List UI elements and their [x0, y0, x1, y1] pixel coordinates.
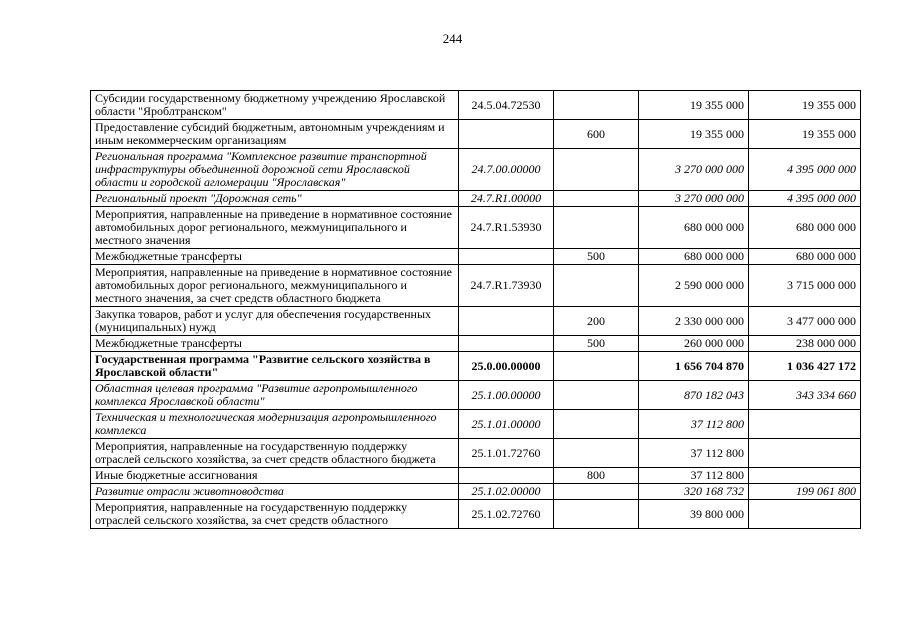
row-amount-year2-cell: 680 000 000 [749, 249, 861, 265]
row-amount-year1-cell: 320 168 732 [639, 484, 749, 500]
row-amount-year1-cell: 2 590 000 000 [639, 265, 749, 307]
row-name-cell: Межбюджетные трансферты [91, 336, 459, 352]
row-amount-year1-cell: 1 656 704 870 [639, 352, 749, 381]
row-expense-type-cell [554, 207, 639, 249]
row-code-cell [459, 468, 554, 484]
row-expense-type-cell [554, 149, 639, 191]
table-row [91, 191, 861, 207]
row-amount-year1-cell: 19 355 000 [639, 91, 749, 120]
row-expense-type-cell: 600 [554, 120, 639, 149]
table-row [91, 352, 861, 381]
budget-table-body [91, 91, 861, 529]
row-amount-year1-cell: 870 182 043 [639, 381, 749, 410]
row-code-cell: 24.7.R1.00000 [459, 191, 554, 207]
row-expense-type-cell: 800 [554, 468, 639, 484]
row-amount-year2-cell: 4 395 000 000 [749, 191, 861, 207]
row-amount-year1-cell: 680 000 000 [639, 249, 749, 265]
row-code-cell: 25.0.00.00000 [459, 352, 554, 381]
row-amount-year1-cell: 2 330 000 000 [639, 307, 749, 336]
row-amount-year2-cell [749, 439, 861, 468]
row-amount-year2-cell: 199 061 800 [749, 484, 861, 500]
page-number: 244 [442, 31, 463, 46]
row-amount-year1-cell: 37 112 800 [639, 439, 749, 468]
row-name-cell: Межбюджетные трансферты [91, 249, 459, 265]
table-row [91, 336, 861, 352]
row-amount-year2-cell: 3 715 000 000 [749, 265, 861, 307]
table-row [91, 207, 861, 249]
row-expense-type-cell [554, 191, 639, 207]
row-code-cell: 24.7.R1.53930 [459, 207, 554, 249]
table-row [91, 410, 861, 439]
table-row [91, 120, 861, 149]
row-code-cell [459, 249, 554, 265]
table-row [91, 91, 861, 120]
row-amount-year2-cell: 19 355 000 [749, 120, 861, 149]
row-code-cell: 25.1.01.72760 [459, 439, 554, 468]
row-expense-type-cell [554, 352, 639, 381]
row-name-cell: Мероприятия, направленные на приведение в нормативное состояние автомобильных дорог регионального, межмуниципального и местного значения, за счет средств областного бюджета [91, 265, 459, 307]
row-expense-type-cell [554, 410, 639, 439]
row-amount-year2-cell: 3 477 000 000 [749, 307, 861, 336]
row-name-cell: Субсидии государственному бюджетному учреждению Ярославской области "Яроблтранском" [91, 91, 459, 120]
row-expense-type-cell [554, 484, 639, 500]
row-amount-year2-cell [749, 410, 861, 439]
row-expense-type-cell: 500 [554, 336, 639, 352]
row-expense-type-cell: 500 [554, 249, 639, 265]
table-row [91, 484, 861, 500]
row-code-cell: 24.7.R1.73930 [459, 265, 554, 307]
row-code-cell [459, 120, 554, 149]
row-amount-year1-cell: 680 000 000 [639, 207, 749, 249]
table-row [91, 500, 861, 529]
row-amount-year1-cell: 37 112 800 [639, 410, 749, 439]
table-row [91, 249, 861, 265]
table-row [91, 307, 861, 336]
row-expense-type-cell [554, 439, 639, 468]
row-name-cell: Мероприятия, направленные на государственную поддержку отраслей сельского хозяйства, за счет средств областного бюджета [91, 439, 459, 468]
row-name-cell: Закупка товаров, работ и услуг для обеспечения государственных (муниципальных) нужд [91, 307, 459, 336]
row-amount-year2-cell: 4 395 000 000 [749, 149, 861, 191]
row-code-cell [459, 307, 554, 336]
row-amount-year1-cell: 260 000 000 [639, 336, 749, 352]
row-amount-year2-cell [749, 468, 861, 484]
row-name-cell: Техническая и технологическая модернизация агропромышленного комплекса [91, 410, 459, 439]
row-amount-year1-cell: 3 270 000 000 [639, 149, 749, 191]
row-amount-year2-cell: 19 355 000 [749, 91, 861, 120]
table-row [91, 468, 861, 484]
row-name-cell: Региональная программа "Комплексное развитие транспортной инфраструктуры объединенной дорожной сети Ярославской области и городской агломерации "Ярославская" [91, 149, 459, 191]
row-name-cell: Развитие отрасли животноводства [91, 484, 459, 500]
row-code-cell: 25.1.02.00000 [459, 484, 554, 500]
row-code-cell: 24.5.04.72530 [459, 91, 554, 120]
row-code-cell: 24.7.00.00000 [459, 149, 554, 191]
row-code-cell: 25.1.02.72760 [459, 500, 554, 529]
row-expense-type-cell [554, 91, 639, 120]
row-amount-year2-cell: 343 334 660 [749, 381, 861, 410]
row-name-cell: Мероприятия, направленные на государственную поддержку отраслей сельского хозяйства, за счет средств областного [91, 500, 459, 529]
row-amount-year2-cell: 680 000 000 [749, 207, 861, 249]
row-amount-year2-cell: 238 000 000 [749, 336, 861, 352]
row-name-cell: Региональный проект "Дорожная сеть" [91, 191, 459, 207]
row-expense-type-cell [554, 500, 639, 529]
table-row [91, 149, 861, 191]
row-amount-year2-cell: 1 036 427 172 [749, 352, 861, 381]
row-code-cell: 25.1.01.00000 [459, 410, 554, 439]
table-row [91, 265, 861, 307]
row-name-cell: Областная целевая программа "Развитие агропромышленного комплекса Ярославской области" [91, 381, 459, 410]
row-name-cell: Иные бюджетные ассигнования [91, 468, 459, 484]
row-code-cell: 25.1.00.00000 [459, 381, 554, 410]
row-expense-type-cell [554, 265, 639, 307]
row-expense-type-cell [554, 381, 639, 410]
row-code-cell [459, 336, 554, 352]
row-name-cell: Государственная программа "Развитие сельского хозяйства в Ярославской области" [91, 352, 459, 381]
row-amount-year1-cell: 37 112 800 [639, 468, 749, 484]
row-name-cell: Мероприятия, направленные на приведение в нормативное состояние автомобильных дорог регионального, межмуниципального и местного значения [91, 207, 459, 249]
row-amount-year1-cell: 39 800 000 [639, 500, 749, 529]
budget-table [90, 90, 861, 529]
row-amount-year1-cell: 3 270 000 000 [639, 191, 749, 207]
row-expense-type-cell: 200 [554, 307, 639, 336]
row-amount-year2-cell [749, 500, 861, 529]
row-amount-year1-cell: 19 355 000 [639, 120, 749, 149]
table-row [91, 439, 861, 468]
table-row [91, 381, 861, 410]
row-name-cell: Предоставление субсидий бюджетным, автономным учреждениям и иным некоммерческим организациям [91, 120, 459, 149]
